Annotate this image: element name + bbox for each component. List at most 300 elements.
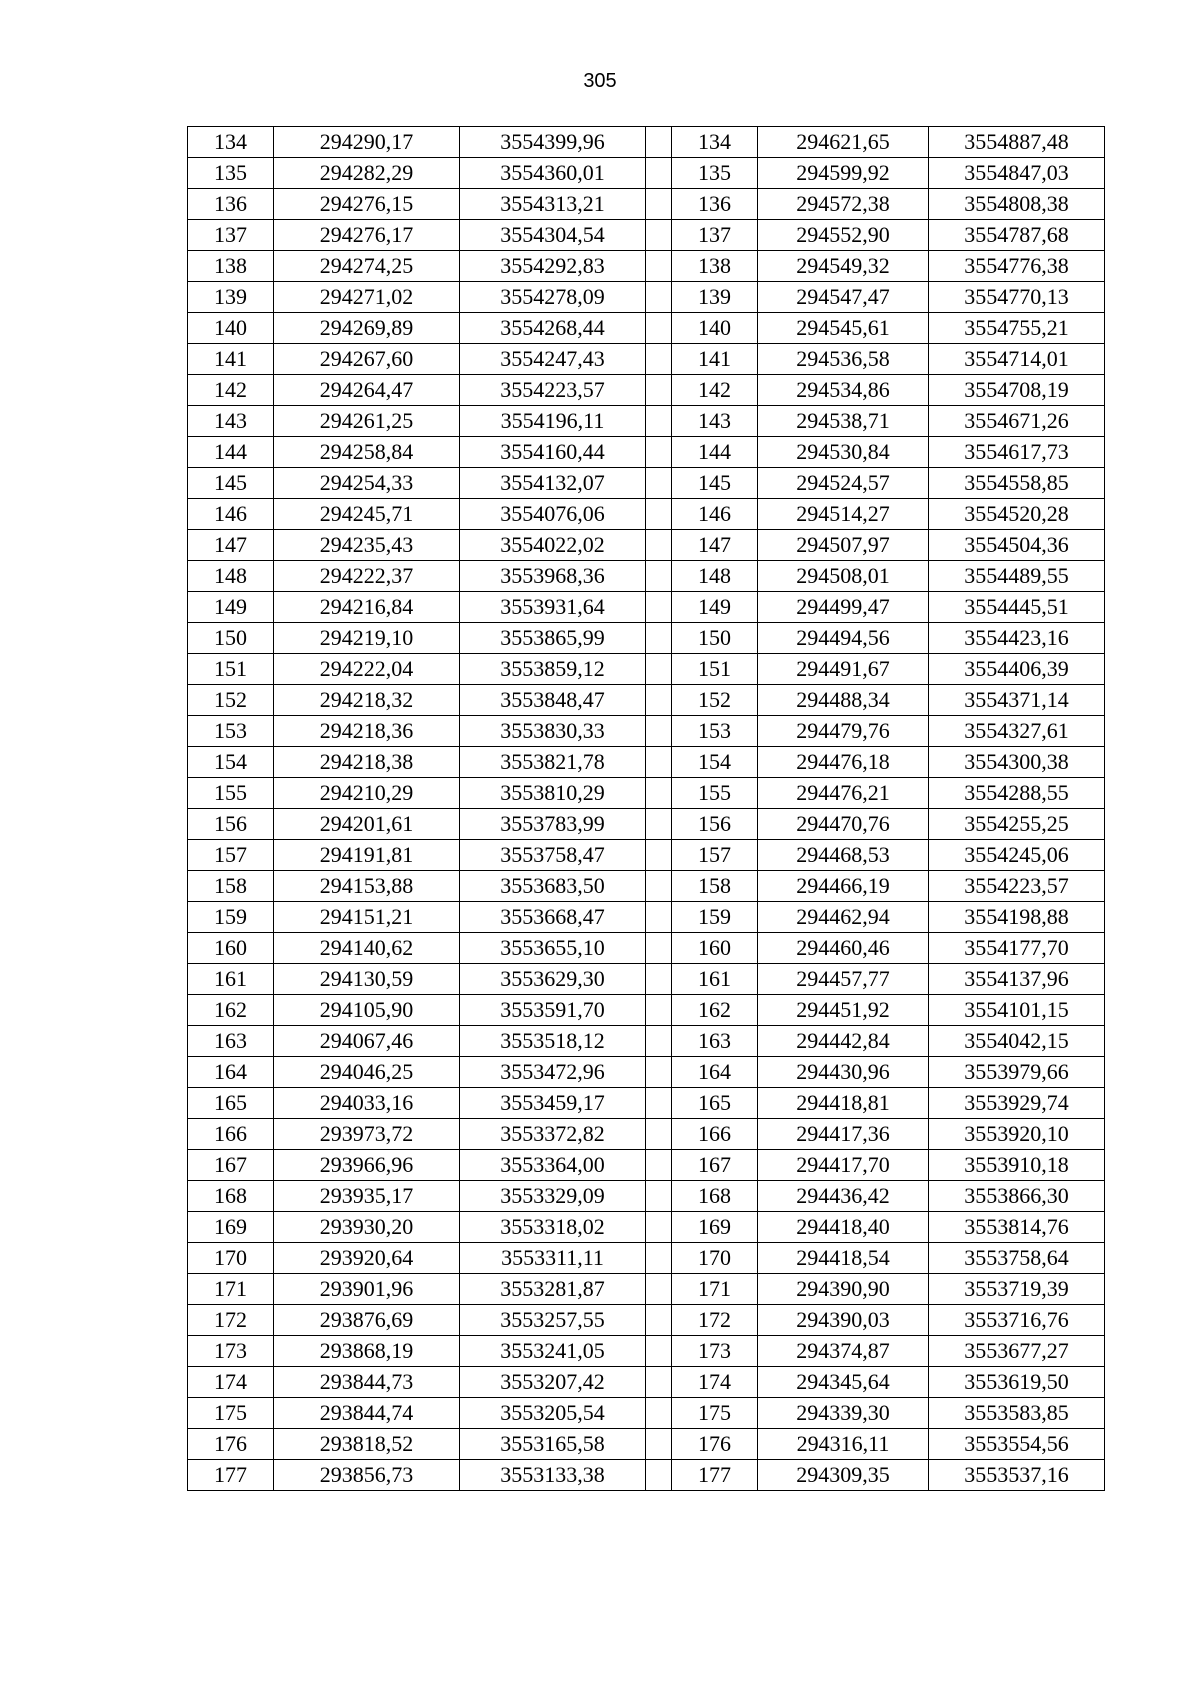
y-coordinate-cell: 3553783,99 bbox=[460, 809, 646, 840]
y-coordinate-cell: 3553830,33 bbox=[460, 716, 646, 747]
y-coordinate-cell: 3553133,38 bbox=[460, 1460, 646, 1491]
point-number-cell: 164 bbox=[672, 1057, 758, 1088]
spacer-cell bbox=[646, 964, 672, 995]
x-coordinate-cell: 294488,34 bbox=[758, 685, 929, 716]
table-row bbox=[672, 406, 1105, 437]
table-row bbox=[188, 654, 672, 685]
table-row bbox=[672, 809, 1105, 840]
point-number-cell: 174 bbox=[188, 1367, 274, 1398]
y-coordinate-cell: 3553165,58 bbox=[460, 1429, 646, 1460]
point-number-cell: 134 bbox=[672, 127, 758, 158]
y-coordinate-cell: 3554423,16 bbox=[929, 623, 1105, 654]
table-row bbox=[672, 964, 1105, 995]
point-number-cell: 141 bbox=[188, 344, 274, 375]
point-number-cell: 160 bbox=[188, 933, 274, 964]
x-coordinate-cell: 294390,90 bbox=[758, 1274, 929, 1305]
spacer-cell bbox=[646, 1305, 672, 1336]
x-coordinate-cell: 294417,36 bbox=[758, 1119, 929, 1150]
table-row bbox=[672, 654, 1105, 685]
point-number-cell: 157 bbox=[188, 840, 274, 871]
x-coordinate-cell: 294201,61 bbox=[274, 809, 460, 840]
x-coordinate-cell: 294457,77 bbox=[758, 964, 929, 995]
x-coordinate-cell: 294235,43 bbox=[274, 530, 460, 561]
table-row bbox=[672, 468, 1105, 499]
spacer-cell bbox=[646, 809, 672, 840]
point-number-cell: 146 bbox=[188, 499, 274, 530]
point-number-cell: 174 bbox=[672, 1367, 758, 1398]
x-coordinate-cell: 294547,47 bbox=[758, 282, 929, 313]
spacer-cell bbox=[646, 1243, 672, 1274]
spacer-cell bbox=[646, 623, 672, 654]
point-number-cell: 176 bbox=[188, 1429, 274, 1460]
y-coordinate-cell: 3553459,17 bbox=[460, 1088, 646, 1119]
x-coordinate-cell: 294261,25 bbox=[274, 406, 460, 437]
y-coordinate-cell: 3554770,13 bbox=[929, 282, 1105, 313]
table-row bbox=[188, 468, 672, 499]
point-number-cell: 161 bbox=[188, 964, 274, 995]
x-coordinate-cell: 293966,96 bbox=[274, 1150, 460, 1181]
spacer-cell bbox=[646, 654, 672, 685]
table-row bbox=[672, 1460, 1105, 1491]
x-coordinate-cell: 294290,17 bbox=[274, 127, 460, 158]
x-coordinate-cell: 293920,64 bbox=[274, 1243, 460, 1274]
spacer-cell bbox=[646, 468, 672, 499]
y-coordinate-cell: 3553629,30 bbox=[460, 964, 646, 995]
point-number-cell: 138 bbox=[672, 251, 758, 282]
x-coordinate-cell: 294451,92 bbox=[758, 995, 929, 1026]
table-row bbox=[188, 747, 672, 778]
point-number-cell: 148 bbox=[672, 561, 758, 592]
y-coordinate-cell: 3554278,09 bbox=[460, 282, 646, 313]
point-number-cell: 166 bbox=[672, 1119, 758, 1150]
point-number-cell: 151 bbox=[188, 654, 274, 685]
table-row bbox=[188, 375, 672, 406]
x-coordinate-cell: 294418,54 bbox=[758, 1243, 929, 1274]
y-coordinate-cell: 3553920,10 bbox=[929, 1119, 1105, 1150]
y-coordinate-cell: 3554313,21 bbox=[460, 189, 646, 220]
x-coordinate-cell: 294191,81 bbox=[274, 840, 460, 871]
table-row bbox=[188, 220, 672, 251]
x-coordinate-cell: 294309,35 bbox=[758, 1460, 929, 1491]
spacer-cell bbox=[646, 1150, 672, 1181]
x-coordinate-cell: 294264,47 bbox=[274, 375, 460, 406]
spacer-cell bbox=[646, 1181, 672, 1212]
page-number: 305 bbox=[583, 70, 617, 92]
y-coordinate-cell: 3554304,54 bbox=[460, 220, 646, 251]
x-coordinate-cell: 293973,72 bbox=[274, 1119, 460, 1150]
x-coordinate-cell: 294476,21 bbox=[758, 778, 929, 809]
spacer-cell bbox=[646, 1367, 672, 1398]
y-coordinate-cell: 3553668,47 bbox=[460, 902, 646, 933]
table-row bbox=[188, 282, 672, 313]
table-row bbox=[672, 1274, 1105, 1305]
y-coordinate-cell: 3554137,96 bbox=[929, 964, 1105, 995]
spacer-cell bbox=[646, 561, 672, 592]
spacer-cell bbox=[646, 747, 672, 778]
x-coordinate-cell: 294470,76 bbox=[758, 809, 929, 840]
point-number-cell: 142 bbox=[188, 375, 274, 406]
y-coordinate-cell: 3553364,00 bbox=[460, 1150, 646, 1181]
point-number-cell: 136 bbox=[672, 189, 758, 220]
x-coordinate-cell: 294276,17 bbox=[274, 220, 460, 251]
x-coordinate-cell: 294462,94 bbox=[758, 902, 929, 933]
spacer-cell bbox=[646, 282, 672, 313]
y-coordinate-cell: 3553619,50 bbox=[929, 1367, 1105, 1398]
x-coordinate-cell: 294460,46 bbox=[758, 933, 929, 964]
point-number-cell: 144 bbox=[672, 437, 758, 468]
point-number-cell: 152 bbox=[188, 685, 274, 716]
x-coordinate-cell: 294258,84 bbox=[274, 437, 460, 468]
table-row bbox=[188, 1057, 672, 1088]
table-row bbox=[672, 220, 1105, 251]
spacer-cell bbox=[646, 375, 672, 406]
y-coordinate-cell: 3554268,44 bbox=[460, 313, 646, 344]
x-coordinate-cell: 294508,01 bbox=[758, 561, 929, 592]
point-number-cell: 172 bbox=[672, 1305, 758, 1336]
spacer-cell bbox=[646, 840, 672, 871]
point-number-cell: 152 bbox=[672, 685, 758, 716]
table-row bbox=[672, 1150, 1105, 1181]
y-coordinate-cell: 3553716,76 bbox=[929, 1305, 1105, 1336]
y-coordinate-cell: 3554504,36 bbox=[929, 530, 1105, 561]
y-coordinate-cell: 3554255,25 bbox=[929, 809, 1105, 840]
table-row bbox=[672, 933, 1105, 964]
table-row bbox=[672, 1181, 1105, 1212]
point-number-cell: 151 bbox=[672, 654, 758, 685]
table-row bbox=[188, 499, 672, 530]
table-row bbox=[188, 158, 672, 189]
spacer-cell bbox=[646, 1119, 672, 1150]
table-row bbox=[188, 1181, 672, 1212]
point-number-cell: 140 bbox=[188, 313, 274, 344]
x-coordinate-cell: 294316,11 bbox=[758, 1429, 929, 1460]
x-coordinate-cell: 294245,71 bbox=[274, 499, 460, 530]
point-number-cell: 176 bbox=[672, 1429, 758, 1460]
table-row bbox=[672, 282, 1105, 313]
point-number-cell: 165 bbox=[672, 1088, 758, 1119]
y-coordinate-cell: 3553207,42 bbox=[460, 1367, 646, 1398]
x-coordinate-cell: 293818,52 bbox=[274, 1429, 460, 1460]
point-number-cell: 139 bbox=[188, 282, 274, 313]
table-row bbox=[188, 530, 672, 561]
x-coordinate-cell: 294538,71 bbox=[758, 406, 929, 437]
point-number-cell: 153 bbox=[672, 716, 758, 747]
table-row bbox=[672, 313, 1105, 344]
y-coordinate-cell: 3553537,16 bbox=[929, 1460, 1105, 1491]
spacer-cell bbox=[646, 220, 672, 251]
y-coordinate-cell: 3553814,76 bbox=[929, 1212, 1105, 1243]
point-number-cell: 146 bbox=[672, 499, 758, 530]
y-coordinate-cell: 3553591,70 bbox=[460, 995, 646, 1026]
table-row bbox=[188, 1460, 672, 1491]
point-number-cell: 137 bbox=[672, 220, 758, 251]
table-row bbox=[672, 437, 1105, 468]
point-number-cell: 169 bbox=[672, 1212, 758, 1243]
point-number-cell: 170 bbox=[188, 1243, 274, 1274]
y-coordinate-cell: 3553281,87 bbox=[460, 1274, 646, 1305]
y-coordinate-cell: 3553472,96 bbox=[460, 1057, 646, 1088]
y-coordinate-cell: 3553677,27 bbox=[929, 1336, 1105, 1367]
spacer-cell bbox=[646, 1057, 672, 1088]
table-row bbox=[188, 1367, 672, 1398]
spacer-cell bbox=[646, 1274, 672, 1305]
point-number-cell: 172 bbox=[188, 1305, 274, 1336]
table-row bbox=[188, 964, 672, 995]
coordinates-table-left bbox=[187, 126, 672, 1491]
table-row bbox=[188, 251, 672, 282]
point-number-cell: 175 bbox=[188, 1398, 274, 1429]
y-coordinate-cell: 3554671,26 bbox=[929, 406, 1105, 437]
x-coordinate-cell: 294254,33 bbox=[274, 468, 460, 499]
y-coordinate-cell: 3554847,03 bbox=[929, 158, 1105, 189]
table-row bbox=[672, 995, 1105, 1026]
spacer-cell bbox=[646, 251, 672, 282]
x-coordinate-cell: 294514,27 bbox=[758, 499, 929, 530]
y-coordinate-cell: 3553931,64 bbox=[460, 592, 646, 623]
x-coordinate-cell: 294494,56 bbox=[758, 623, 929, 654]
spacer-cell bbox=[646, 995, 672, 1026]
y-coordinate-cell: 3553241,05 bbox=[460, 1336, 646, 1367]
y-coordinate-cell: 3554101,15 bbox=[929, 995, 1105, 1026]
y-coordinate-cell: 3553758,64 bbox=[929, 1243, 1105, 1274]
table-row bbox=[188, 685, 672, 716]
x-coordinate-cell: 294390,03 bbox=[758, 1305, 929, 1336]
y-coordinate-cell: 3554245,06 bbox=[929, 840, 1105, 871]
x-coordinate-cell: 293856,73 bbox=[274, 1460, 460, 1491]
point-number-cell: 143 bbox=[188, 406, 274, 437]
spacer-cell bbox=[646, 127, 672, 158]
x-coordinate-cell: 293935,17 bbox=[274, 1181, 460, 1212]
y-coordinate-cell: 3554160,44 bbox=[460, 437, 646, 468]
x-coordinate-cell: 294536,58 bbox=[758, 344, 929, 375]
x-coordinate-cell: 294274,25 bbox=[274, 251, 460, 282]
y-coordinate-cell: 3554223,57 bbox=[460, 375, 646, 406]
table-row bbox=[672, 902, 1105, 933]
point-number-cell: 138 bbox=[188, 251, 274, 282]
table-row bbox=[672, 1119, 1105, 1150]
y-coordinate-cell: 3554714,01 bbox=[929, 344, 1105, 375]
y-coordinate-cell: 3553968,36 bbox=[460, 561, 646, 592]
y-coordinate-cell: 3553910,18 bbox=[929, 1150, 1105, 1181]
table-row bbox=[188, 1336, 672, 1367]
x-coordinate-cell: 293844,74 bbox=[274, 1398, 460, 1429]
point-number-cell: 165 bbox=[188, 1088, 274, 1119]
spacer-cell bbox=[646, 1398, 672, 1429]
spacer-cell bbox=[646, 530, 672, 561]
table-row bbox=[672, 158, 1105, 189]
spacer-cell bbox=[646, 1212, 672, 1243]
y-coordinate-cell: 3553205,54 bbox=[460, 1398, 646, 1429]
x-coordinate-cell: 294210,29 bbox=[274, 778, 460, 809]
table-row bbox=[188, 995, 672, 1026]
point-number-cell: 144 bbox=[188, 437, 274, 468]
y-coordinate-cell: 3554776,38 bbox=[929, 251, 1105, 282]
y-coordinate-cell: 3554288,55 bbox=[929, 778, 1105, 809]
x-coordinate-cell: 294418,40 bbox=[758, 1212, 929, 1243]
table-row bbox=[672, 1429, 1105, 1460]
table-row bbox=[188, 809, 672, 840]
point-number-cell: 156 bbox=[672, 809, 758, 840]
point-number-cell: 167 bbox=[672, 1150, 758, 1181]
x-coordinate-cell: 294621,65 bbox=[758, 127, 929, 158]
x-coordinate-cell: 294216,84 bbox=[274, 592, 460, 623]
table-row bbox=[672, 685, 1105, 716]
x-coordinate-cell: 294534,86 bbox=[758, 375, 929, 406]
x-coordinate-cell: 294491,67 bbox=[758, 654, 929, 685]
x-coordinate-cell: 294524,57 bbox=[758, 468, 929, 499]
table-row bbox=[188, 623, 672, 654]
y-coordinate-cell: 3554371,14 bbox=[929, 685, 1105, 716]
point-number-cell: 173 bbox=[672, 1336, 758, 1367]
spacer-cell bbox=[646, 1336, 672, 1367]
table-row bbox=[188, 437, 672, 468]
point-number-cell: 163 bbox=[188, 1026, 274, 1057]
point-number-cell: 155 bbox=[672, 778, 758, 809]
x-coordinate-cell: 293868,19 bbox=[274, 1336, 460, 1367]
x-coordinate-cell: 294218,32 bbox=[274, 685, 460, 716]
point-number-cell: 139 bbox=[672, 282, 758, 313]
table-row bbox=[672, 592, 1105, 623]
point-number-cell: 159 bbox=[188, 902, 274, 933]
table-row bbox=[188, 871, 672, 902]
table-row bbox=[672, 1026, 1105, 1057]
spacer-cell bbox=[646, 1026, 672, 1057]
y-coordinate-cell: 3553719,39 bbox=[929, 1274, 1105, 1305]
point-number-cell: 164 bbox=[188, 1057, 274, 1088]
x-coordinate-cell: 294067,46 bbox=[274, 1026, 460, 1057]
x-coordinate-cell: 293901,96 bbox=[274, 1274, 460, 1305]
point-number-cell: 155 bbox=[188, 778, 274, 809]
x-coordinate-cell: 294276,15 bbox=[274, 189, 460, 220]
point-number-cell: 145 bbox=[672, 468, 758, 499]
table-row bbox=[672, 1305, 1105, 1336]
point-number-cell: 141 bbox=[672, 344, 758, 375]
y-coordinate-cell: 3554223,57 bbox=[929, 871, 1105, 902]
x-coordinate-cell: 294105,90 bbox=[274, 995, 460, 1026]
table-row bbox=[188, 344, 672, 375]
y-coordinate-cell: 3553929,74 bbox=[929, 1088, 1105, 1119]
point-number-cell: 168 bbox=[188, 1181, 274, 1212]
y-coordinate-cell: 3554247,43 bbox=[460, 344, 646, 375]
y-coordinate-cell: 3553311,11 bbox=[460, 1243, 646, 1274]
x-coordinate-cell: 294033,16 bbox=[274, 1088, 460, 1119]
table-row bbox=[672, 189, 1105, 220]
point-number-cell: 147 bbox=[672, 530, 758, 561]
y-coordinate-cell: 3554177,70 bbox=[929, 933, 1105, 964]
x-coordinate-cell: 294218,38 bbox=[274, 747, 460, 778]
point-number-cell: 162 bbox=[188, 995, 274, 1026]
point-number-cell: 134 bbox=[188, 127, 274, 158]
x-coordinate-cell: 294046,25 bbox=[274, 1057, 460, 1088]
x-coordinate-cell: 294269,89 bbox=[274, 313, 460, 344]
table-row bbox=[188, 127, 672, 158]
y-coordinate-cell: 3553318,02 bbox=[460, 1212, 646, 1243]
x-coordinate-cell: 293844,73 bbox=[274, 1367, 460, 1398]
x-coordinate-cell: 294599,92 bbox=[758, 158, 929, 189]
x-coordinate-cell: 294418,81 bbox=[758, 1088, 929, 1119]
point-number-cell: 143 bbox=[672, 406, 758, 437]
table-row bbox=[188, 1243, 672, 1274]
point-number-cell: 160 bbox=[672, 933, 758, 964]
x-coordinate-cell: 294222,37 bbox=[274, 561, 460, 592]
spacer-cell bbox=[646, 778, 672, 809]
point-number-cell: 166 bbox=[188, 1119, 274, 1150]
y-coordinate-cell: 3554399,96 bbox=[460, 127, 646, 158]
x-coordinate-cell: 294552,90 bbox=[758, 220, 929, 251]
y-coordinate-cell: 3553848,47 bbox=[460, 685, 646, 716]
y-coordinate-cell: 3554022,02 bbox=[460, 530, 646, 561]
table-row bbox=[672, 1057, 1105, 1088]
x-coordinate-cell: 293876,69 bbox=[274, 1305, 460, 1336]
x-coordinate-cell: 294153,88 bbox=[274, 871, 460, 902]
point-number-cell: 149 bbox=[188, 592, 274, 623]
x-coordinate-cell: 294572,38 bbox=[758, 189, 929, 220]
spacer-cell bbox=[646, 313, 672, 344]
table-row bbox=[188, 189, 672, 220]
y-coordinate-cell: 3553583,85 bbox=[929, 1398, 1105, 1429]
point-number-cell: 136 bbox=[188, 189, 274, 220]
x-coordinate-cell: 294267,60 bbox=[274, 344, 460, 375]
y-coordinate-cell: 3554076,06 bbox=[460, 499, 646, 530]
spacer-cell bbox=[646, 933, 672, 964]
y-coordinate-cell: 3553257,55 bbox=[460, 1305, 646, 1336]
point-number-cell: 140 bbox=[672, 313, 758, 344]
point-number-cell: 162 bbox=[672, 995, 758, 1026]
y-coordinate-cell: 3554292,83 bbox=[460, 251, 646, 282]
y-coordinate-cell: 3553329,09 bbox=[460, 1181, 646, 1212]
point-number-cell: 167 bbox=[188, 1150, 274, 1181]
y-coordinate-cell: 3554327,61 bbox=[929, 716, 1105, 747]
point-number-cell: 150 bbox=[672, 623, 758, 654]
table-row bbox=[672, 1243, 1105, 1274]
point-number-cell: 135 bbox=[672, 158, 758, 189]
spacer-cell bbox=[646, 158, 672, 189]
table-row bbox=[188, 902, 672, 933]
point-number-cell: 177 bbox=[672, 1460, 758, 1491]
point-number-cell: 153 bbox=[188, 716, 274, 747]
x-coordinate-cell: 294466,19 bbox=[758, 871, 929, 902]
spacer-cell bbox=[646, 344, 672, 375]
table-row bbox=[672, 530, 1105, 561]
table-row bbox=[672, 251, 1105, 282]
point-number-cell: 154 bbox=[188, 747, 274, 778]
y-coordinate-cell: 3554808,38 bbox=[929, 189, 1105, 220]
point-number-cell: 171 bbox=[188, 1274, 274, 1305]
y-coordinate-cell: 3553683,50 bbox=[460, 871, 646, 902]
y-coordinate-cell: 3554708,19 bbox=[929, 375, 1105, 406]
point-number-cell: 154 bbox=[672, 747, 758, 778]
x-coordinate-cell: 294436,42 bbox=[758, 1181, 929, 1212]
table-row bbox=[672, 344, 1105, 375]
point-number-cell: 173 bbox=[188, 1336, 274, 1367]
x-coordinate-cell: 294530,84 bbox=[758, 437, 929, 468]
point-number-cell: 161 bbox=[672, 964, 758, 995]
y-coordinate-cell: 3553821,78 bbox=[460, 747, 646, 778]
point-number-cell: 145 bbox=[188, 468, 274, 499]
spacer-cell bbox=[646, 716, 672, 747]
table-row bbox=[188, 716, 672, 747]
x-coordinate-cell: 293930,20 bbox=[274, 1212, 460, 1243]
x-coordinate-cell: 294151,21 bbox=[274, 902, 460, 933]
table-row bbox=[672, 1088, 1105, 1119]
spacer-cell bbox=[646, 685, 672, 716]
x-coordinate-cell: 294476,18 bbox=[758, 747, 929, 778]
point-number-cell: 158 bbox=[672, 871, 758, 902]
x-coordinate-cell: 294345,64 bbox=[758, 1367, 929, 1398]
table-row bbox=[188, 778, 672, 809]
x-coordinate-cell: 294219,10 bbox=[274, 623, 460, 654]
x-coordinate-cell: 294282,29 bbox=[274, 158, 460, 189]
